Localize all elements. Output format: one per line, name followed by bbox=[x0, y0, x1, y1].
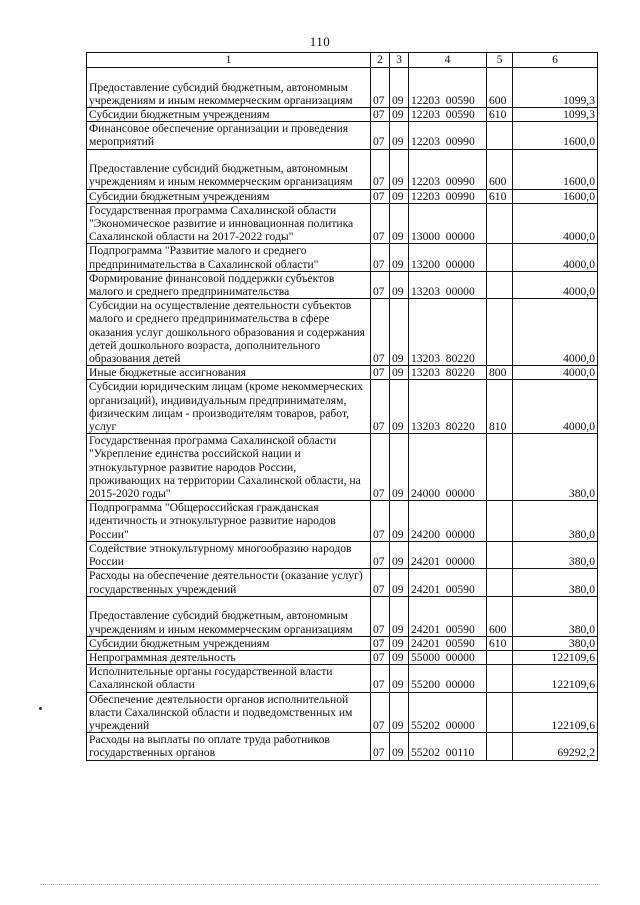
row-expense-type-cell bbox=[487, 122, 513, 149]
row-name-cell: Государственная программа Сахалинской области "Экономическое развитие и инновационная политика Сахалинской области на 2017-2022 годы" bbox=[87, 203, 371, 244]
table-row bbox=[87, 299, 598, 366]
row-name-cell: Финансовое обеспечение организации и проведения мероприятий bbox=[87, 122, 371, 149]
row-name-cell: Субсидии юридическим лицам (кроме некоммерческих организаций), индивидуальным предпринимателям, физическим лицам - производителям товаров, работ, услуг bbox=[87, 380, 371, 434]
row-target-article-cell: 13203 80220 bbox=[409, 380, 487, 434]
row-amount-cell: 380,0 bbox=[513, 434, 598, 501]
table-row bbox=[87, 733, 598, 760]
row-target-article-cell: 55202 00000 bbox=[409, 692, 487, 733]
row-subsection-cell: 09 bbox=[390, 203, 409, 244]
row-subsection-cell: 09 bbox=[390, 108, 409, 122]
row-amount-cell: 122109,6 bbox=[513, 650, 598, 664]
table-row bbox=[87, 434, 598, 501]
row-subsection-cell: 09 bbox=[390, 733, 409, 760]
table-row bbox=[87, 108, 598, 122]
table-body bbox=[87, 68, 598, 761]
row-expense-type-cell: 600 bbox=[487, 596, 513, 636]
row-target-article-cell: 24000 00000 bbox=[409, 434, 487, 501]
row-section-cell: 07 bbox=[371, 189, 390, 203]
table-header-row bbox=[87, 53, 598, 68]
row-amount-cell: 1099,3 bbox=[513, 68, 598, 108]
row-target-article-cell: 55200 00000 bbox=[409, 665, 487, 692]
row-target-article-cell: 13200 00000 bbox=[409, 244, 487, 271]
row-amount-cell: 1099,3 bbox=[513, 108, 598, 122]
row-name-cell: Субсидии бюджетным учреждениям bbox=[87, 636, 371, 650]
row-name-cell: Иные бюджетные ассигнования bbox=[87, 366, 371, 380]
row-amount-cell: 1600,0 bbox=[513, 149, 598, 189]
row-subsection-cell: 09 bbox=[390, 501, 409, 542]
row-section-cell: 07 bbox=[371, 569, 390, 596]
column-header: 6 bbox=[513, 53, 598, 68]
table-row bbox=[87, 665, 598, 692]
row-amount-cell: 4000,0 bbox=[513, 299, 598, 366]
row-target-article-cell: 12203 00990 bbox=[409, 149, 487, 189]
row-name-cell: Субсидии на осуществление деятельности субъектов малого и среднего предпринимательства в сфере оказания услуг дошкольного образования и содержания детей дошкольного возраста, дополнительного образования детей bbox=[87, 299, 371, 366]
column-header: 5 bbox=[487, 53, 513, 68]
row-section-cell: 07 bbox=[371, 733, 390, 760]
row-expense-type-cell bbox=[487, 434, 513, 501]
row-section-cell: 07 bbox=[371, 244, 390, 271]
row-section-cell: 07 bbox=[371, 122, 390, 149]
table-row bbox=[87, 271, 598, 298]
table-row bbox=[87, 68, 598, 108]
table-row bbox=[87, 650, 598, 664]
row-amount-cell: 4000,0 bbox=[513, 271, 598, 298]
row-subsection-cell: 09 bbox=[390, 434, 409, 501]
row-name-cell: Государственная программа Сахалинской области "Укрепление единства российской нации и этнокультурное развитие народов России, проживающих на территории Сахалинской области, на 2015-2020 годы" bbox=[87, 434, 371, 501]
row-section-cell: 07 bbox=[371, 692, 390, 733]
table-row bbox=[87, 189, 598, 203]
row-name-cell: Расходы на выплаты по оплате труда работников государственных органов bbox=[87, 733, 371, 760]
row-target-article-cell: 13203 00000 bbox=[409, 271, 487, 298]
row-section-cell: 07 bbox=[371, 149, 390, 189]
row-target-article-cell: 24200 00000 bbox=[409, 501, 487, 542]
row-section-cell: 07 bbox=[371, 203, 390, 244]
row-section-cell: 07 bbox=[371, 665, 390, 692]
row-subsection-cell: 09 bbox=[390, 541, 409, 568]
row-amount-cell: 1600,0 bbox=[513, 122, 598, 149]
column-header: 3 bbox=[390, 53, 409, 68]
row-name-cell: Подпрограмма "Общероссийская гражданская идентичность и этнокультурное развитие народов России" bbox=[87, 501, 371, 542]
row-section-cell: 07 bbox=[371, 380, 390, 434]
row-expense-type-cell bbox=[487, 569, 513, 596]
row-target-article-cell: 13203 80220 bbox=[409, 299, 487, 366]
row-amount-cell: 122109,6 bbox=[513, 692, 598, 733]
row-target-article-cell: 55202 00110 bbox=[409, 733, 487, 760]
row-target-article-cell: 12203 00990 bbox=[409, 122, 487, 149]
row-target-article-cell: 24201 00590 bbox=[409, 636, 487, 650]
row-amount-cell: 380,0 bbox=[513, 596, 598, 636]
column-header: 2 bbox=[371, 53, 390, 68]
row-section-cell: 07 bbox=[371, 596, 390, 636]
row-name-cell: Непрограммная деятельность bbox=[87, 650, 371, 664]
row-name-cell: Формирование финансовой поддержки субъектов малого и среднего предпринимательства bbox=[87, 271, 371, 298]
column-header: 1 bbox=[87, 53, 371, 68]
row-target-article-cell: 13203 80220 bbox=[409, 366, 487, 380]
table-row bbox=[87, 501, 598, 542]
row-target-article-cell: 24201 00000 bbox=[409, 541, 487, 568]
row-section-cell: 07 bbox=[371, 366, 390, 380]
row-target-article-cell: 12203 00590 bbox=[409, 68, 487, 108]
row-section-cell: 07 bbox=[371, 636, 390, 650]
table-row bbox=[87, 636, 598, 650]
row-subsection-cell: 09 bbox=[390, 636, 409, 650]
table-row bbox=[87, 122, 598, 149]
budget-table bbox=[86, 52, 598, 761]
row-expense-type-cell bbox=[487, 299, 513, 366]
row-subsection-cell: 09 bbox=[390, 650, 409, 664]
row-subsection-cell: 09 bbox=[390, 244, 409, 271]
column-header: 4 bbox=[409, 53, 487, 68]
row-target-article-cell: 55000 00000 bbox=[409, 650, 487, 664]
row-name-cell: Предоставление субсидий бюджетным, автономным учреждениям и иным некоммерческим организациям bbox=[87, 596, 371, 636]
row-name-cell: Исполнительные органы государственной власти Сахалинской области bbox=[87, 665, 371, 692]
row-amount-cell: 4000,0 bbox=[513, 244, 598, 271]
row-subsection-cell: 09 bbox=[390, 692, 409, 733]
row-section-cell: 07 bbox=[371, 434, 390, 501]
row-name-cell: Содействие этнокультурному многообразию народов России bbox=[87, 541, 371, 568]
row-expense-type-cell bbox=[487, 733, 513, 760]
page-number: 110 bbox=[309, 34, 331, 49]
row-name-cell: Предоставление субсидий бюджетным, автономным учреждениям и иным некоммерческим организациям bbox=[87, 68, 371, 108]
row-section-cell: 07 bbox=[371, 108, 390, 122]
row-target-article-cell: 12203 00590 bbox=[409, 108, 487, 122]
scan-speck bbox=[39, 707, 42, 710]
row-subsection-cell: 09 bbox=[390, 189, 409, 203]
row-amount-cell: 4000,0 bbox=[513, 203, 598, 244]
row-expense-type-cell: 610 bbox=[487, 636, 513, 650]
row-expense-type-cell bbox=[487, 541, 513, 568]
row-subsection-cell: 09 bbox=[390, 366, 409, 380]
table-row bbox=[87, 380, 598, 434]
row-expense-type-cell: 810 bbox=[487, 380, 513, 434]
row-amount-cell: 380,0 bbox=[513, 636, 598, 650]
row-expense-type-cell bbox=[487, 650, 513, 664]
table-row bbox=[87, 149, 598, 189]
table-row bbox=[87, 541, 598, 568]
row-expense-type-cell bbox=[487, 244, 513, 271]
row-subsection-cell: 09 bbox=[390, 596, 409, 636]
row-amount-cell: 4000,0 bbox=[513, 366, 598, 380]
row-name-cell: Подпрограмма "Развитие малого и среднего предпринимательства в Сахалинской области" bbox=[87, 244, 371, 271]
row-section-cell: 07 bbox=[371, 68, 390, 108]
row-amount-cell: 380,0 bbox=[513, 501, 598, 542]
row-section-cell: 07 bbox=[371, 650, 390, 664]
row-subsection-cell: 09 bbox=[390, 149, 409, 189]
row-amount-cell: 380,0 bbox=[513, 569, 598, 596]
row-section-cell: 07 bbox=[371, 271, 390, 298]
row-subsection-cell: 09 bbox=[390, 665, 409, 692]
row-subsection-cell: 09 bbox=[390, 271, 409, 298]
row-subsection-cell: 09 bbox=[390, 68, 409, 108]
row-section-cell: 07 bbox=[371, 299, 390, 366]
row-expense-type-cell bbox=[487, 692, 513, 733]
row-subsection-cell: 09 bbox=[390, 569, 409, 596]
row-amount-cell: 1600,0 bbox=[513, 189, 598, 203]
table-row bbox=[87, 244, 598, 271]
row-target-article-cell: 24201 00590 bbox=[409, 569, 487, 596]
table-row bbox=[87, 203, 598, 244]
row-amount-cell: 69292,2 bbox=[513, 733, 598, 760]
row-expense-type-cell bbox=[487, 203, 513, 244]
row-section-cell: 07 bbox=[371, 501, 390, 542]
row-expense-type-cell bbox=[487, 501, 513, 542]
table-row bbox=[87, 366, 598, 380]
row-target-article-cell: 13000 00000 bbox=[409, 203, 487, 244]
table-row bbox=[87, 596, 598, 636]
row-name-cell: Предоставление субсидий бюджетным, автономным учреждениям и иным некоммерческим организациям bbox=[87, 149, 371, 189]
row-subsection-cell: 09 bbox=[390, 122, 409, 149]
row-subsection-cell: 09 bbox=[390, 299, 409, 366]
scan-artifact bbox=[40, 884, 600, 887]
row-target-article-cell: 24201 00590 bbox=[409, 596, 487, 636]
row-expense-type-cell: 610 bbox=[487, 108, 513, 122]
row-name-cell: Субсидии бюджетным учреждениям bbox=[87, 189, 371, 203]
row-expense-type-cell: 600 bbox=[487, 149, 513, 189]
row-target-article-cell: 12203 00990 bbox=[409, 189, 487, 203]
table-row bbox=[87, 569, 598, 596]
row-expense-type-cell: 600 bbox=[487, 68, 513, 108]
row-subsection-cell: 09 bbox=[390, 380, 409, 434]
row-expense-type-cell bbox=[487, 665, 513, 692]
row-name-cell: Расходы на обеспечение деятельности (оказание услуг) государственных учреждений bbox=[87, 569, 371, 596]
row-amount-cell: 380,0 bbox=[513, 541, 598, 568]
row-expense-type-cell: 610 bbox=[487, 189, 513, 203]
row-section-cell: 07 bbox=[371, 541, 390, 568]
table-row bbox=[87, 692, 598, 733]
row-amount-cell: 4000,0 bbox=[513, 380, 598, 434]
row-name-cell: Субсидии бюджетным учреждениям bbox=[87, 108, 371, 122]
row-name-cell: Обеспечение деятельности органов исполнительной власти Сахалинской области и подведомственных им учреждений bbox=[87, 692, 371, 733]
row-amount-cell: 122109,6 bbox=[513, 665, 598, 692]
row-expense-type-cell: 800 bbox=[487, 366, 513, 380]
row-expense-type-cell bbox=[487, 271, 513, 298]
